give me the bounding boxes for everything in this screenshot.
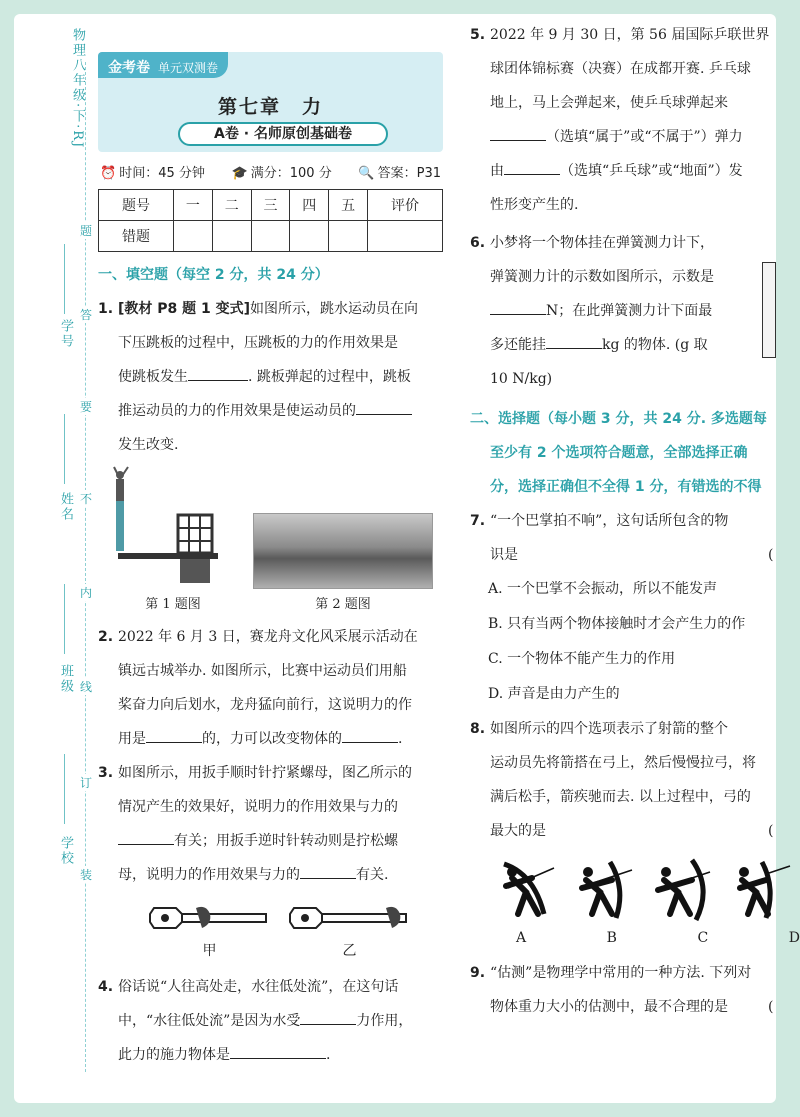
field-label-school: 学校	[58, 836, 73, 866]
figure-2	[253, 513, 433, 612]
left-column	[98, 52, 443, 1072]
wrench-icon	[290, 902, 410, 934]
question-text: 2022 年 6 月 3 日，赛龙舟文化风采展示活动在	[118, 629, 418, 645]
figure-caption: 第 1 题图	[145, 597, 201, 612]
question-text: 满后松手，箭疾驰而去. 以上过程中，弓的	[490, 789, 751, 805]
binding-char: 内	[79, 586, 92, 600]
question-text: 如图所示，用扳手顺时针拧紧螺母，图乙所示的	[118, 765, 412, 781]
binding-sidebar	[14, 14, 102, 1103]
time-info	[100, 162, 205, 181]
question-text: 运动员先将箭搭在弓上，然后慢慢拉弓，将	[490, 755, 756, 771]
score-table	[98, 189, 443, 252]
question-text: 如图所示的四个选项表示了射箭的整个	[490, 721, 728, 737]
field-blank-student-id	[64, 244, 65, 314]
answer-blank[interactable]	[356, 397, 412, 415]
question-text: N；在此弹簧测力计下面最	[546, 303, 713, 319]
wrench-icon	[150, 902, 270, 934]
question-text: 发生改变.	[118, 437, 179, 453]
answer-blank[interactable]	[300, 1007, 356, 1025]
binding-char: 装	[79, 868, 92, 882]
answer-blank[interactable]	[546, 331, 602, 349]
field-blank-name	[64, 414, 65, 484]
question-text: 推运动员的力的作用效果是使运动员的	[118, 403, 356, 419]
question-text: 小梦将一个物体挂在弹簧测力计下，	[490, 235, 714, 251]
brand-banner	[98, 52, 228, 78]
question-text: 弹簧测力计的示数如图所示，示数是	[490, 269, 714, 285]
question-text: .	[398, 731, 403, 747]
answer-paren[interactable]: (	[768, 547, 774, 563]
option-label-b[interactable]: B	[606, 930, 617, 946]
question-text: 俗话说“人往高处走，水往低处流”，在这句话	[118, 979, 399, 995]
question-text: 下压跳板的过程中，压跳板的力的作用效果是	[118, 335, 398, 351]
option-label-a[interactable]: A	[516, 930, 527, 946]
answer-text: 答案：P31	[377, 166, 441, 181]
question-number: 9.	[470, 965, 486, 981]
answer-blank[interactable]	[188, 363, 248, 381]
question-7	[470, 504, 776, 572]
question-tag: [教材 P8 题 1 变式]	[118, 301, 251, 317]
figure-row-1-2	[98, 462, 443, 612]
table-cell: 评价	[367, 190, 442, 221]
clock-icon: ⏰	[100, 166, 117, 181]
answer-blank[interactable]	[342, 725, 398, 743]
section-heading-line: 分，选择正确但不全得 1 分，有错选的不得	[490, 479, 762, 495]
answer-blank[interactable]	[490, 123, 546, 141]
question-text: 2022 年 9 月 30 日，第 56 届国际乒联世界	[490, 27, 770, 43]
question-text: 地上，马上会弹起来，使乒乓球弹起来	[490, 95, 728, 111]
question-text: 桨奋力向后划水，龙舟猛向前行，这说明力的作	[118, 697, 412, 713]
archer-figures	[470, 848, 790, 924]
figure-caption: 乙	[342, 943, 357, 959]
question-7-options	[470, 572, 776, 712]
chapter-title: 第七章 力	[217, 96, 323, 118]
question-text: 用是	[118, 731, 146, 747]
question-number: 5.	[470, 27, 486, 43]
question-number: 4.	[98, 979, 114, 995]
option-b[interactable]: B. 只有当两个物体接触时才会产生力的作	[488, 616, 746, 632]
question-text: （选填“属于”或“不属于”）弹力	[546, 129, 743, 145]
archer-figure-a	[492, 858, 556, 924]
answer-info	[358, 162, 441, 181]
archer-labels	[470, 924, 800, 946]
diving-board-figure	[108, 467, 238, 585]
question-6	[470, 226, 776, 396]
archer-figure-c	[648, 858, 712, 924]
question-text: 镇远古城举办. 如图所示，比赛中运动员们用船	[118, 663, 407, 679]
answer-paren[interactable]: (	[768, 999, 774, 1015]
binding-char: 不	[79, 492, 92, 506]
answer-paren[interactable]: (	[768, 823, 774, 839]
exam-header	[98, 52, 443, 152]
table-row	[99, 190, 443, 221]
question-8	[470, 712, 776, 848]
table-cell: 五	[329, 190, 368, 221]
exam-meta	[98, 162, 443, 181]
answer-blank[interactable]	[146, 725, 202, 743]
binding-char: 订	[79, 776, 92, 790]
figure-caption: 第 2 题图	[315, 597, 371, 612]
question-number: 2.	[98, 629, 114, 645]
question-text: 母，说明力的作用效果与力的	[118, 867, 300, 883]
section-heading-fill: 一、填空题（每空 2 分，共 24 分）	[98, 267, 329, 283]
question-text: 使跳板发生	[118, 369, 188, 385]
figure-1	[108, 467, 238, 612]
question-3	[98, 756, 443, 892]
question-text: “一个巴掌拍不响”，这句话所包含的物	[490, 513, 729, 529]
table-cell: 三	[251, 190, 290, 221]
table-cell-blank[interactable]	[329, 221, 368, 252]
question-9	[470, 956, 776, 1024]
question-text: 此力的施力物体是	[118, 1047, 230, 1063]
exam-page	[14, 14, 800, 1103]
answer-blank[interactable]	[490, 297, 546, 315]
score-text: 满分：100 分	[250, 166, 332, 181]
option-c[interactable]: C. 一个物体不能产生力的作用	[488, 651, 676, 667]
field-label-student-id: 学号	[58, 319, 73, 349]
question-number: 3.	[98, 765, 114, 781]
binding-char: 题	[79, 224, 92, 238]
question-4	[98, 970, 443, 1072]
table-cell: 二	[212, 190, 251, 221]
answer-blank[interactable]	[300, 861, 356, 879]
field-blank-school	[64, 754, 65, 824]
table-cell-blank[interactable]	[290, 221, 329, 252]
dragon-boat-photo	[253, 513, 433, 589]
answer-blank[interactable]	[230, 1041, 326, 1059]
question-number: 6.	[470, 235, 486, 251]
option-a[interactable]: A. 一个巴掌不会振动，所以不能发声	[488, 581, 718, 597]
answer-blank[interactable]	[504, 157, 560, 175]
option-d[interactable]: D. 声音是由力产生的	[488, 686, 620, 702]
brand-sub: 单元双测卷	[158, 61, 219, 75]
binding-char: 答	[79, 308, 92, 322]
figure-caption: 甲	[202, 943, 217, 959]
brand-name: 金考卷	[108, 60, 150, 76]
question-text: 最大的是	[490, 823, 546, 839]
table-cell: 错题	[99, 221, 174, 252]
field-blank-class	[64, 584, 65, 654]
archer-figure-d	[726, 858, 790, 924]
question-number: 8.	[470, 721, 486, 737]
question-2	[98, 620, 443, 756]
question-text: .	[326, 1047, 331, 1063]
question-number: 1.	[98, 301, 114, 317]
question-number: 7.	[470, 513, 486, 529]
question-text: 如图所示，跳水运动员在向	[250, 301, 419, 317]
paper-subtitle: A卷 · 名师原创基础卷	[178, 122, 388, 146]
table-cell-blank[interactable]	[174, 221, 213, 252]
question-5	[470, 18, 776, 222]
score-info	[232, 162, 332, 181]
binding-char: 要	[79, 400, 92, 414]
wrench-figure-a	[150, 902, 270, 960]
question-1	[98, 292, 443, 462]
table-cell: 题号	[99, 190, 174, 221]
table-row	[99, 221, 443, 252]
question-text: 有关；用扳手逆时针转动则是拧松螺	[174, 833, 398, 849]
field-label-class: 班级	[58, 664, 73, 694]
table-cell: 一	[174, 190, 213, 221]
graduation-cap-icon: 🎓	[231, 166, 248, 181]
question-text: . 跳板弹起的过程中，跳板	[248, 369, 411, 385]
field-label-name: 姓名	[58, 492, 73, 522]
binding-char: 线	[79, 680, 92, 694]
cut-line	[85, 62, 86, 1072]
search-icon: 🔍	[358, 166, 375, 181]
wrench-figure-b	[290, 902, 410, 960]
time-text: 时间：45 分钟	[119, 166, 205, 181]
question-text: 10 N/kg)	[490, 371, 553, 387]
question-text: 情况产生的效果好，说明力的作用效果与力的	[118, 799, 398, 815]
answer-blank[interactable]	[118, 827, 174, 845]
option-label-d[interactable]: D	[788, 930, 800, 946]
wrench-figures	[116, 902, 443, 960]
question-text: 的，力可以改变物体的	[202, 731, 342, 747]
question-text: 中，“水往低处流”是因为水受	[118, 1013, 301, 1029]
question-text: 力作用，	[356, 1013, 413, 1029]
section-heading-line: 至少有 2 个选项符合题意，全部选择正确	[490, 445, 748, 461]
section-heading-line: 二、选择题（每小题 3 分，共 24 分. 多选题每	[470, 411, 767, 427]
archer-figure-b	[570, 858, 634, 924]
question-text: 多还能挂	[490, 337, 546, 353]
table-cell-blank[interactable]	[367, 221, 442, 252]
option-label-c[interactable]: C	[697, 930, 709, 946]
question-text: 由	[490, 163, 504, 179]
spring-scale-figure	[762, 262, 776, 358]
question-text: “估测”是物理学中常用的一种方法. 下列对	[490, 965, 752, 981]
table-cell-blank[interactable]	[212, 221, 251, 252]
question-text: 识是	[490, 547, 518, 563]
table-cell-blank[interactable]	[251, 221, 290, 252]
question-text: 球团体锦标赛（决赛）在成都开赛. 乒乓球	[490, 61, 751, 77]
question-text: （选填“乒乓球”或“地面”）发	[560, 163, 743, 179]
question-text: kg 的物体. (g 取	[602, 337, 708, 353]
question-text: 性形变产生的.	[490, 197, 579, 213]
right-column	[470, 18, 800, 1103]
section-heading-choice	[470, 402, 776, 504]
subject-label: 物理八年级·下·RJ	[70, 28, 85, 150]
table-cell: 四	[290, 190, 329, 221]
question-text: 有关.	[356, 867, 389, 883]
question-text: 物体重力大小的估测中，最不合理的是	[490, 999, 728, 1015]
